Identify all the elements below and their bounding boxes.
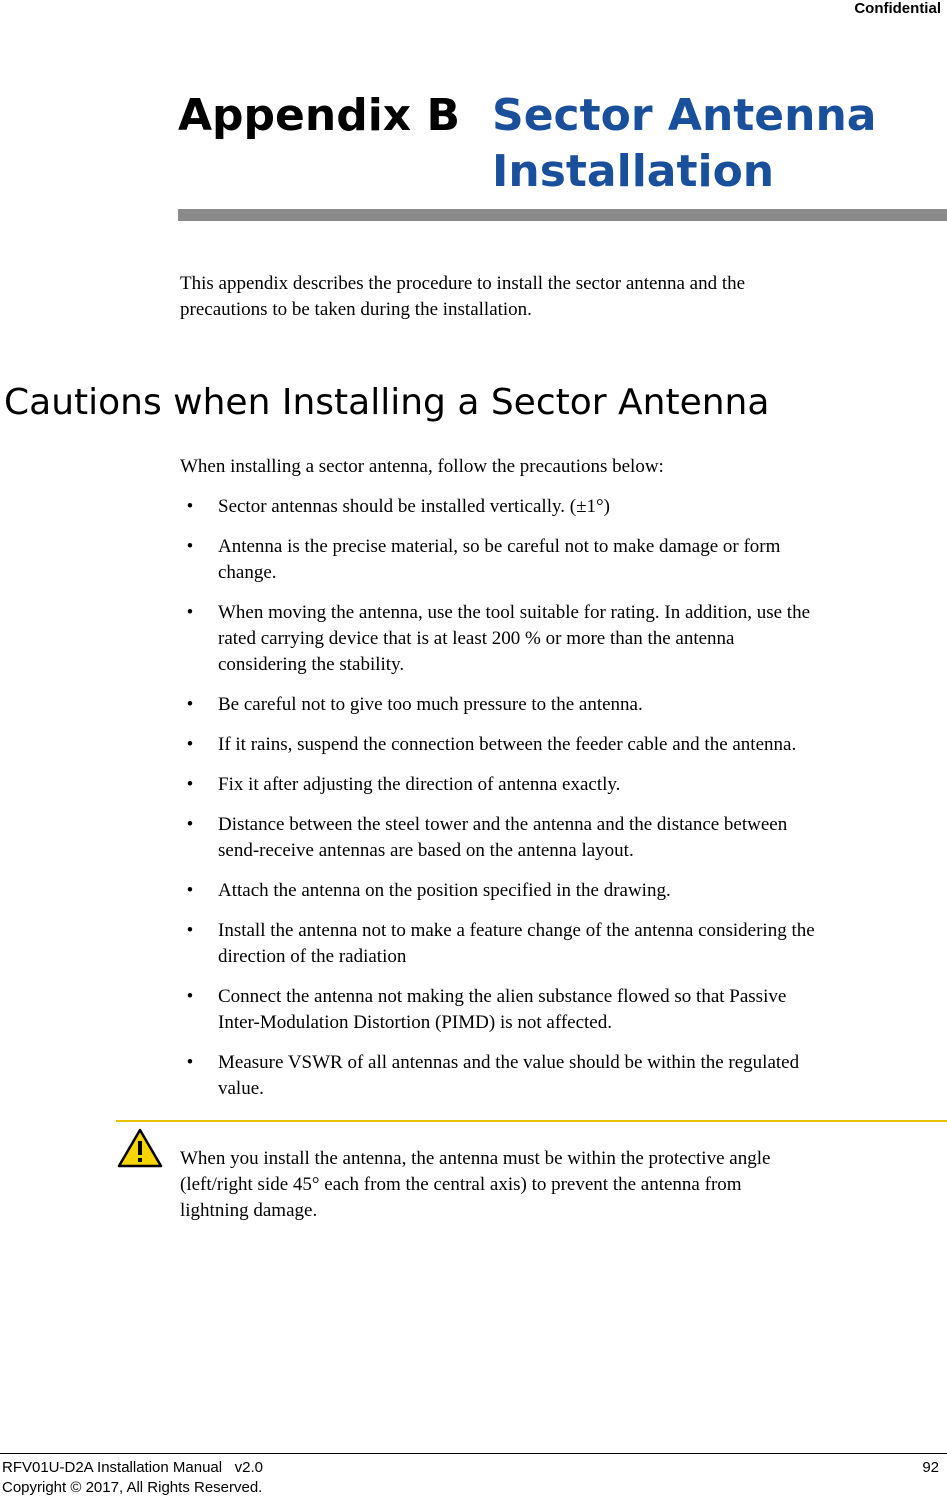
list-item-line: Antenna is the precise material, so be careful not to make damage or form: [218, 536, 781, 557]
intro-line: This appendix describes the procedure to install the sector antenna and the: [180, 273, 746, 294]
list-item-line: Connect the antenna not making the alien substance flowed so that Passive: [218, 986, 787, 1007]
list-item-line: send-receive antennas are based on the antenna layout.: [218, 840, 634, 861]
list-item: [180, 812, 947, 864]
list-item: [180, 692, 947, 718]
list-item: [180, 772, 947, 798]
list-item-line: Fix it after adjusting the direction of antenna exactly.: [218, 774, 621, 795]
title-rule: [178, 209, 947, 221]
list-item-line: rated carrying device that is at least 200 % or more than the antenna: [218, 628, 735, 649]
list-item-line: Measure VSWR of all antennas and the value should be within the regulated: [218, 1052, 800, 1073]
section-lead: When installing a sector antenna, follow the precautions below:: [180, 456, 664, 477]
footer-rule: [0, 1453, 947, 1454]
caution-line: lightning damage.: [180, 1200, 318, 1221]
footer-info: [2, 1458, 263, 1498]
list-item: [180, 494, 947, 520]
list-item-line: When moving the antenna, use the tool suitable for rating. In addition, use the: [218, 602, 811, 623]
list-item-line: Sector antennas should be installed vertically. (±1°): [218, 496, 610, 517]
bullet-icon: •: [186, 536, 194, 557]
list-item-line: value.: [218, 1078, 264, 1099]
list-item: [180, 600, 947, 678]
list-item: [180, 1050, 947, 1102]
section-heading: Cautions when Installing a Sector Antenna: [4, 382, 770, 423]
appendix-title-line-2: Installation: [492, 146, 775, 197]
list-item-line: considering the stability.: [218, 654, 405, 675]
warning-triangle-icon: [117, 1128, 163, 1168]
list-item: [180, 534, 947, 586]
bullet-icon: •: [186, 880, 194, 901]
list-item: [180, 984, 947, 1036]
list-item-line: Distance between the steel tower and the antenna and the distance between: [218, 814, 788, 835]
list-item: [180, 732, 947, 758]
list-item-line: direction of the radiation: [218, 946, 407, 967]
intro-paragraph: [180, 271, 900, 323]
bullet-icon: •: [186, 814, 194, 835]
bullet-icon: •: [186, 694, 194, 715]
intro-line: precautions to be taken during the installation.: [180, 299, 532, 320]
appendix-title-line-1: Sector Antenna: [492, 90, 877, 141]
list-item-line: Inter-Modulation Distortion (PIMD) is not affected.: [218, 1012, 612, 1033]
bullet-icon: •: [186, 496, 194, 517]
caution-note: [180, 1146, 900, 1224]
bullet-icon: •: [186, 1052, 194, 1073]
footer-copyright: Copyright © 2017, All Rights Reserved.: [2, 1479, 263, 1496]
caution-line: When you install the antenna, the antenna must be within the protective angle: [180, 1148, 771, 1169]
list-item-line: Attach the antenna on the position specified in the drawing.: [218, 880, 671, 901]
list-item: [180, 878, 947, 904]
list-item-line: change.: [218, 562, 277, 583]
list-item: [180, 918, 947, 970]
list-item-line: Install the antenna not to make a feature change of the antenna considering the: [218, 920, 815, 941]
appendix-title: [492, 88, 876, 200]
caution-line: (left/right side 45° each from the central axis) to prevent the antenna from: [180, 1174, 742, 1195]
precautions-list: [180, 494, 947, 1116]
bullet-icon: •: [186, 986, 194, 1007]
bullet-icon: •: [186, 602, 194, 623]
page-number: 92: [922, 1459, 939, 1476]
list-item-line: If it rains, suspend the connection between the feeder cable and the antenna.: [218, 734, 797, 755]
bullet-icon: •: [186, 920, 194, 941]
appendix-label: Appendix B: [178, 90, 461, 141]
footer-manual: RFV01U-D2A Installation Manual v2.0: [2, 1459, 263, 1476]
confidential-label: Confidential: [854, 0, 941, 17]
bullet-icon: •: [186, 774, 194, 795]
caution-rule: [116, 1120, 947, 1122]
bullet-icon: •: [186, 734, 194, 755]
list-item-line: Be careful not to give too much pressure to the antenna.: [218, 694, 643, 715]
